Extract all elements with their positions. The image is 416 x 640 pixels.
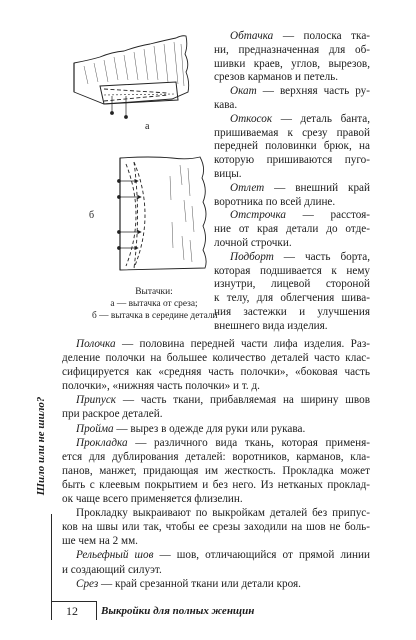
entry-line: которая подшивается к нему bbox=[214, 264, 370, 277]
footer-separator bbox=[96, 601, 97, 620]
glossary-full-width bbox=[62, 337, 370, 591]
glossary-term: Подборт bbox=[230, 250, 274, 263]
glossary-entry bbox=[214, 182, 370, 210]
entry-text: — внешний край bbox=[274, 181, 371, 194]
glossary-term: Откосок bbox=[230, 112, 273, 125]
entry-line: панов, манжет, придающая им жесткость. Прокладка может bbox=[62, 464, 370, 477]
entry-line: изнутри, лицевой стороной bbox=[214, 278, 370, 291]
glossary-term: Прокладка bbox=[76, 436, 128, 449]
glossary-term: Полочка bbox=[76, 338, 116, 350]
page-number: 12 bbox=[66, 604, 78, 618]
entry-line bbox=[214, 209, 370, 223]
entry-text: — расстоя- bbox=[302, 209, 371, 222]
figure-a-label: а bbox=[145, 121, 150, 132]
entry-line: и создающий силуэт. bbox=[62, 563, 162, 576]
entry-line: при раскрое деталей. bbox=[62, 408, 163, 421]
entry-line: срезов карманов и петель. bbox=[214, 71, 339, 84]
entry-line bbox=[62, 337, 370, 351]
entry-line: пришиваемая к срезу правой bbox=[214, 126, 370, 139]
entry-line bbox=[62, 393, 370, 407]
entry-text: — деталь банта, bbox=[280, 112, 370, 125]
entry-line: деление полочки на большее количество деталей часто клас- bbox=[62, 352, 370, 365]
glossary-entry bbox=[214, 209, 370, 250]
glossary-paragraph bbox=[62, 506, 370, 548]
glossary-entry bbox=[62, 577, 370, 591]
entry-line: передней половинки брюк, на bbox=[214, 140, 370, 153]
entry-line: ния застежки и улучшения bbox=[214, 305, 370, 318]
glossary-term: Припуск bbox=[76, 394, 117, 407]
entry-line: ни, предназначенная для об- bbox=[214, 43, 370, 56]
entry-text: — полоска тка- bbox=[282, 30, 371, 42]
glossary-entry bbox=[214, 30, 370, 85]
entry-line: ние от края детали до отде- bbox=[214, 223, 370, 236]
side-section-title: Шило или не шило? bbox=[35, 396, 47, 496]
glossary-term: Срез bbox=[76, 577, 99, 590]
caption-item: а — вытачка от среза; bbox=[110, 299, 198, 309]
caption-title: Вытачки: bbox=[135, 287, 173, 297]
entry-line: к телу, для облегчения шива- bbox=[214, 292, 370, 305]
entry-line: полочки», «нижняя часть полочки» и т. д. bbox=[62, 380, 260, 393]
entry-text: — часть ткани, прибавляемая на ширину швов bbox=[122, 394, 370, 407]
entry-line: ок чаще всего применяется флизелин. bbox=[62, 493, 243, 506]
entry-line: вицы. bbox=[214, 167, 242, 180]
figure-b-label: б bbox=[89, 210, 95, 221]
glossary-term: Отстрочка bbox=[230, 209, 286, 222]
glossary-term: Отлет bbox=[230, 181, 265, 194]
entry-line: сифицируется как «средняя часть полочки», «боковая часть bbox=[62, 366, 370, 379]
glossary-right-column bbox=[214, 30, 370, 334]
figure-dart-in-middle bbox=[110, 150, 214, 276]
glossary-entry bbox=[62, 393, 370, 421]
entry-line: быть с клеевым покрытием и без него. Из нетканых проклад- bbox=[62, 478, 370, 491]
entry-line: которую пришиваются пуго- bbox=[214, 154, 370, 167]
entry-line bbox=[214, 113, 370, 127]
entry-line: ется для дублирования деталей: воротников, карманов, кла- bbox=[62, 450, 370, 463]
entry-line: внешнего вида изделия. bbox=[214, 319, 328, 332]
entry-line bbox=[214, 251, 370, 265]
figure-dart-from-edge bbox=[66, 28, 196, 123]
glossary-term: Окат bbox=[230, 85, 257, 98]
glossary-entry bbox=[214, 85, 370, 113]
glossary-entry bbox=[214, 251, 370, 334]
entry-line bbox=[214, 182, 370, 196]
entry-line bbox=[62, 577, 370, 591]
entry-text: — шов, отличающийся от прямой линии bbox=[159, 549, 370, 562]
entry-line: ше чем на 2 мм. bbox=[62, 535, 138, 548]
glossary-entry bbox=[62, 337, 370, 393]
glossary-entry bbox=[62, 436, 370, 506]
footer-rule bbox=[51, 601, 96, 602]
side-rule bbox=[51, 514, 52, 620]
entry-line: ков на швы или так, чтобы ее срезы заходили на шов не боль- bbox=[62, 521, 370, 534]
entry-text: — часть борта, bbox=[283, 250, 370, 263]
entry-line bbox=[214, 30, 370, 44]
entry-line: шивки краев, углов, вырезов, bbox=[214, 57, 370, 70]
entry-text: — различного вида ткань, которая применя- bbox=[135, 436, 370, 449]
entry-line bbox=[62, 422, 370, 436]
entry-line: воротника по всей длине. bbox=[214, 195, 336, 208]
entry-line bbox=[214, 85, 370, 99]
entry-line bbox=[62, 436, 370, 450]
entry-text: — вырез в одежде для руки или рукава. bbox=[116, 422, 306, 435]
entry-text: — край срезанной ткани или детали кроя. bbox=[101, 577, 301, 590]
glossary-entry bbox=[62, 548, 370, 576]
entry-text: — половина передней части лифа изделия. Раз- bbox=[121, 338, 370, 350]
glossary-entry bbox=[214, 113, 370, 182]
figure-caption bbox=[92, 286, 216, 322]
glossary-term: Обтачка bbox=[230, 30, 274, 42]
caption-item: б — вытачка в середине детали bbox=[92, 311, 218, 321]
glossary-term: Рельефный шов bbox=[76, 549, 154, 562]
entry-text: — верхняя часть ру- bbox=[262, 85, 370, 98]
entry-line bbox=[62, 548, 370, 562]
glossary-term: Пройма bbox=[76, 422, 114, 435]
entry-line: Прокладку выкраивают по выкройкам деталей без припус- bbox=[76, 507, 370, 520]
entry-line: кава. bbox=[214, 98, 238, 111]
entry-line: лочной строчки. bbox=[214, 236, 292, 249]
running-footer-title: Выкройки для полных женщин bbox=[101, 605, 255, 617]
glossary-entry bbox=[62, 422, 370, 436]
